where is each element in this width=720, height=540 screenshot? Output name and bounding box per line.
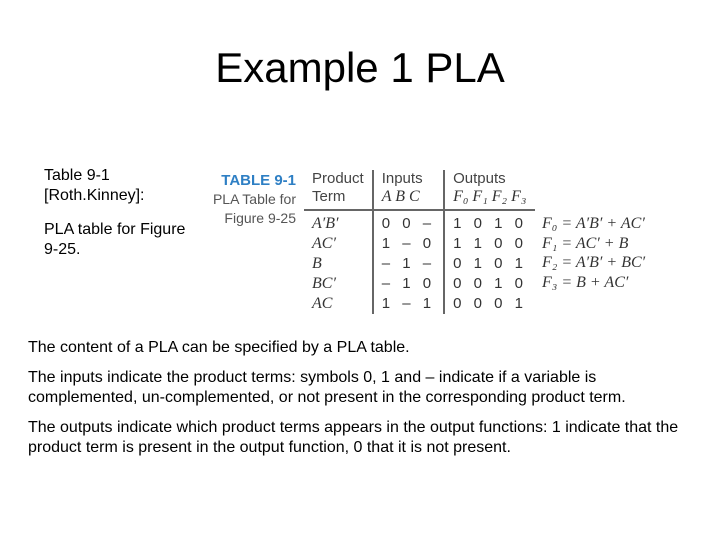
header-inputs: Inputs: [373, 170, 444, 187]
outputs-cell: 1 1 0 0: [453, 235, 527, 252]
inputs-cell: – 1 0: [373, 274, 444, 294]
paragraph-pla-table: The content of a PLA can be specified by a PLA table.: [28, 339, 410, 356]
outputs-cell: 0 0 0 1: [453, 295, 527, 312]
table-label-line1: PLA Table for: [212, 191, 296, 207]
paragraph-inputs: The inputs indicate the product terms: symbols 0, 1 and – indicate if a variable is complemented, un-complemented, or not present in the corresponding product term.: [28, 369, 626, 406]
table-row: [304, 234, 535, 254]
term-cell: A′B′: [304, 210, 373, 234]
body-text: [28, 338, 688, 468]
equation-f1: F₁ = AC′ + B: [542, 234, 629, 252]
header-outputs: Outputs: [453, 170, 506, 187]
outputs-cell: 1 0 1 0: [453, 215, 527, 232]
table-label: [196, 172, 296, 228]
term-cell: AC′: [304, 234, 373, 254]
header-product: Product: [304, 170, 373, 187]
caption-description: PLA table for Figure 9-25.: [44, 221, 186, 258]
header-f: F₀ F₁ F₂ F₃: [444, 187, 535, 210]
inputs-cell: 0 0 –: [373, 210, 444, 234]
table-row: [304, 274, 535, 294]
inputs-cell: 1 – 1: [373, 294, 444, 314]
table-caption: [44, 166, 194, 274]
equation-f2: F₂ = A′B′ + BC′: [542, 254, 646, 271]
inputs-cell: – 1 –: [373, 254, 444, 274]
caption-reference: Table 9-1 [Roth.Kinney]:: [44, 167, 145, 204]
header-term: Term: [304, 187, 373, 210]
table-row: [304, 294, 535, 314]
inputs-cell: 1 – 0: [373, 234, 444, 254]
table-row: [304, 210, 535, 234]
table-subheader-row: [304, 187, 535, 210]
equation-f3: F₃ = B + AC′: [542, 273, 629, 291]
pla-table: [304, 170, 535, 314]
equation-f0: F₀ = A′B′ + AC′: [542, 215, 645, 232]
outputs-cell: 0 1 0 1: [453, 255, 527, 272]
slide-title: Example 1 PLA: [215, 44, 505, 91]
table-header-row: [304, 170, 535, 187]
output-equations: [542, 214, 645, 292]
header-abc: A B C: [373, 187, 444, 210]
term-cell: B: [304, 254, 373, 274]
table-number: TABLE 9-1: [221, 172, 296, 189]
outputs-cell: 0 0 1 0: [453, 275, 527, 292]
table-row: [304, 254, 535, 274]
table-label-line2: Figure 9-25: [224, 210, 296, 226]
term-cell: BC′: [304, 274, 373, 294]
term-cell: AC: [304, 294, 373, 314]
paragraph-outputs: The outputs indicate which product terms appears in the output functions: 1 indicate that the product term is present in the output function, 0 that it is not present.: [28, 419, 679, 456]
